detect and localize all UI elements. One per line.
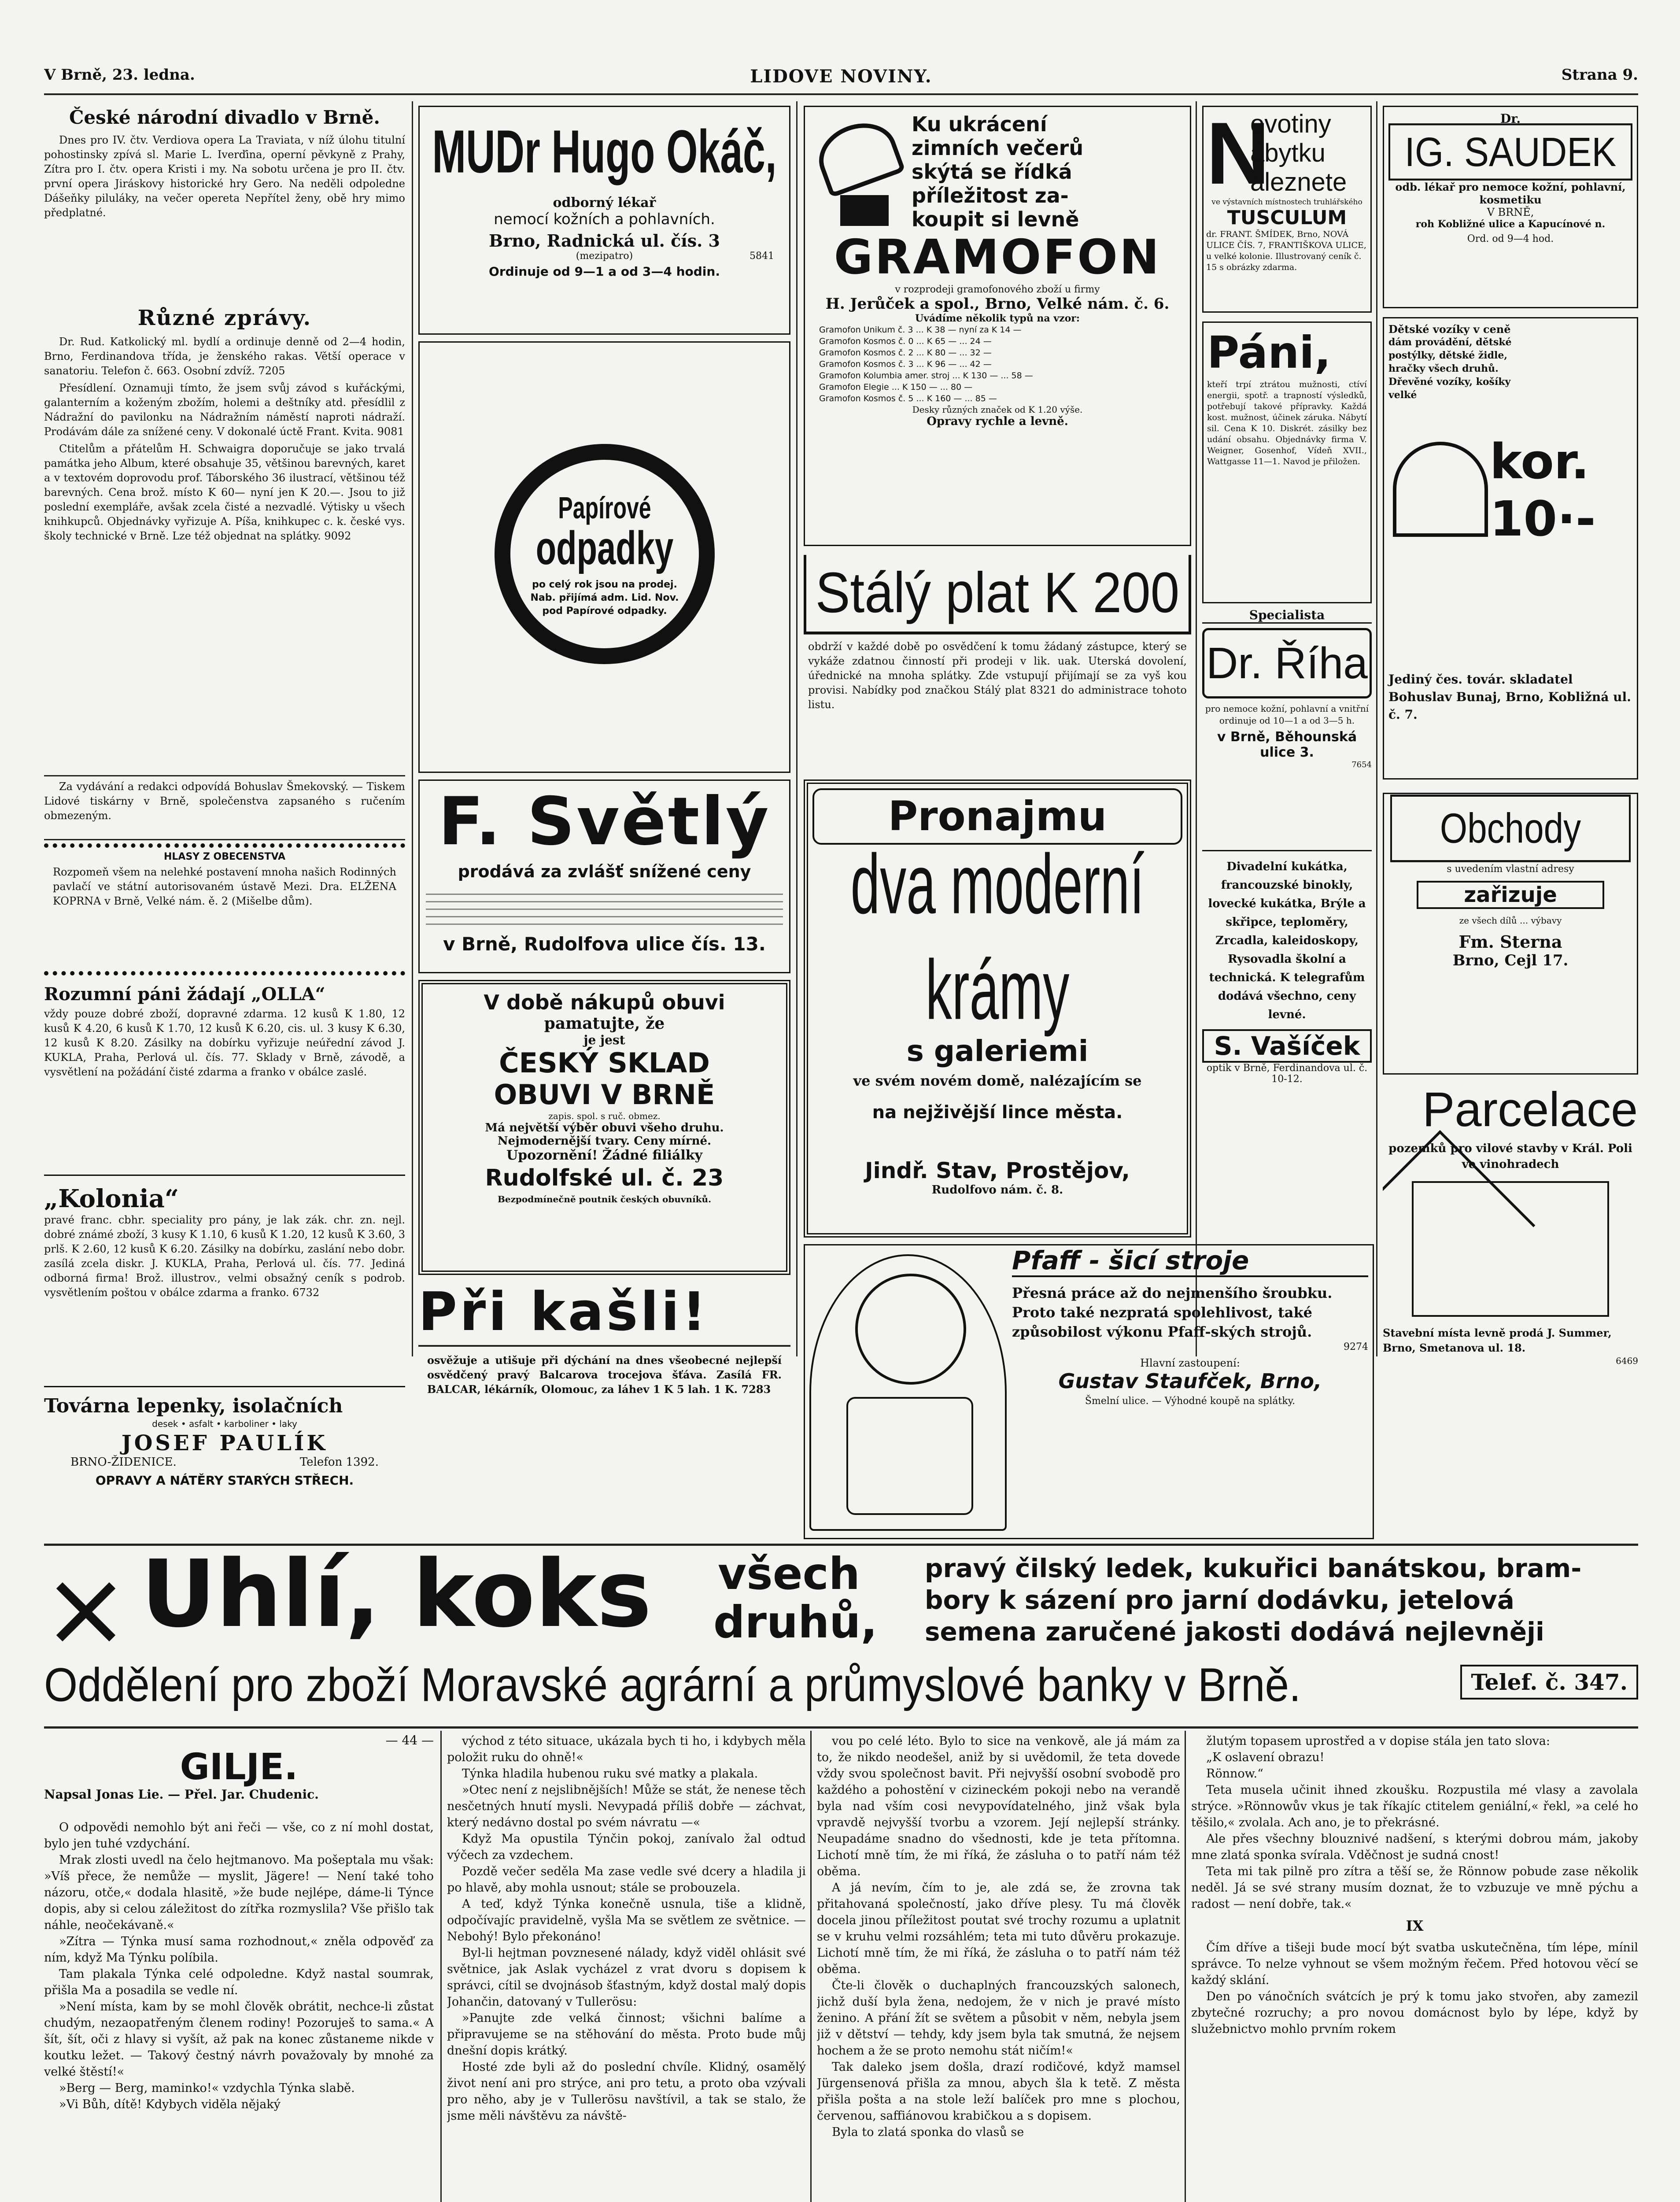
parcelace-text: pozemků pro vilové stavby v Král. Poli ve vinohradech [1388,1142,1632,1171]
paragraph: Tam plakala Týnka celé odpoledne. Když nastal soumrak, přišla Ma a posadila se vedle ní. [44,1967,434,1997]
uhli-oddeleni: Oddělení pro zboží Moravské agrární a průmyslové banky v Brně. [44,1658,1301,1711]
gramophone-icon [810,113,905,198]
lepenky-firm: JOSEF PAULÍK [121,1431,328,1456]
paragraph: »Není místa, kam by se mohl člověk obrátit, nechce-li zůstat chudým, nezaopatřeným členem rodiny! Pozoruješ to sama.« A šít, šít, oči z hlavy si vyšít, až pak na konec zůstaneme nikde v koutku ležet. — Takový čestný návrh považovaly by mnohé za velké štěstí!« [44,2000,434,2079]
lepenky-head: Továrna lepenky, isolačních [44,1395,343,1417]
gramofon-h5: koupit si levně [912,207,1079,231]
obchody-addr: Brno, Cejl 17. [1452,952,1569,969]
gramofon-intro: Uvádíme několik typů na vzor: [915,313,1080,324]
uhli-vsech: všech [718,1548,860,1600]
paragraph: Tak daleko jsem došla, drazí rodičové, když mamsel Jürgensenová přišla za mnou, abych šla k tetě. Z města přišla pošta a na stole leží balíček pro mne s plochou, červenou, saffiánovou krabičkou a s dopisem. [817,2060,1180,2123]
paragraph: »Otec není z nejslibnějších! Může se stát, že nenese těch nesčetných hnutí mysli. Nevypadá příliš dobře — záchvat, který nedávno dostal po svém návratu —« [447,1783,806,1829]
saudek-ad [1383,106,1638,308]
novel-col-1-text [44,1819,434,2113]
pfaff-head: Pfaff - šicí stroje [1012,1245,1368,1277]
novotiny-addr: dr. FRANT. ŠMÍDEK, Brno, NOVÁ ULICE ČÍS. 7, FRANTIŠKOVA ULICE, u velké kolonie. Illustrovaný ceník č. 15 s obrázky zdarma. [1206,229,1366,272]
stalyplat-text: obdrží v každé době po osvědčení k tomu žádaný zástupce, který se vykáže zdatnou činností při prodeji v lik. uak. Uterská dovolení, úřednické na mnoha splátky. Zde vstupují přijímají se za vyš kou provisi. Nabídky pod značkou Stálý plat 8321 do administrace tohoto listu. [808,640,1187,711]
house-icon [1412,1181,1609,1317]
paragraph: O odpovědi nemohlo být ani řeči — vše, co z ní mohl dostat, bylo jen tuhé vzdychání. [44,1821,434,1851]
obuv-addr: Rudolfské ul. č. 23 [485,1165,724,1191]
paragraph: »Zítra — Týnka musí sama rozhodnout,« zněla odpověď za ním, když Ma Týnku políbila. [44,1935,434,1965]
news-item-3: Ctitelům a přátelům H. Schwaigra doporučuje se jako trvalá památka jeho Album, které obsahuje 35, většinou barevných, karet a v textovém doprovodu prof. Táborského 36 ilustrací, většinou též barevných. Cena brož. místo K 60— nyní jen K 20.—. Jsou to již poslední exempláře, avšak zcela čisté a nezvadlé. Výtisky u všech knihkupců. Objednávky vyřizuje A. Píša, knihkupec c. k. české vys. školy technické v Brně. Lze též objednat na splátky. 9092 [44,443,405,542]
novotiny-initial: N [1206,106,1270,203]
stalyplat-ad [804,555,1191,775]
gramofon-h3: skýtá se řídká [912,160,1072,184]
uhli-banner [44,1548,1638,1724]
novel-author: Napsal Jonas Lie. — Přel. Jar. Chudenic. [44,1787,319,1802]
papir-line1: Papírové [558,490,651,525]
pronajmu-name: Jindř. Stav, Prostějov, [865,1158,1130,1183]
gramofon-ad [804,106,1191,546]
obchody-ad [1383,793,1638,1075]
novotiny-w1: ovotiny [1250,110,1331,138]
uhli-r2: bory k sázení pro jarní dodávku, jetelová [925,1585,1514,1615]
okac-num: 5841 [750,251,774,262]
paragraph: východ z této situace, ukázala bych ti ho, i kdybych měla položit ruku do ohně!« [447,1734,806,1764]
pani-head: Páni, [1207,327,1331,378]
paragraph: A já nevím, čím to je, ale zdá se, že zrovna tak přitahovaná společností, jako dříve plesy. Tu má člověk docela jinou příležitost poutat své trochy rozumu a uplatnit se v kruhu velmi rozsáhlém; teta mi tuto důvěru prokazuje. Lichotí mně tím, že mi říká, že zásluha o to patří nám též oběma. [817,1881,1180,1976]
novel-col-2 [447,1733,806,2202]
kocarky-text: dám provádění, dětské postýlky, dětské židle, hračky všech druhů. Dřevěné vozíky, košíky velké [1388,336,1512,401]
imprint: Za vydávání a redakci odpovídá Bohuslav Šmekovský. — Tiskem Lidové tiskárny v Brně, společenstva zapsaného s ručením obmezeným. [44,780,405,822]
parcelace-foot: Stavební místa levně prodá J. Summer, Brno, Smetanova ul. 18. [1383,1326,1612,1354]
uhli-druhu: druhů, [713,1596,878,1648]
divadelni-text: Divadelní kukátka, francouzské binokly, lovecké kukátka, Brýle a skřipce, teploměry, Zrcadla, kaleidoskopy, Rysovadla školní a technická. K telegrafům dodává všechno, ceny levné. [1208,860,1366,1021]
paragraph: žlutým topasem uprostřed a v dopise stála jen tato slova: [1206,1734,1550,1748]
divadelni-firm: S. Vašíček [1202,1029,1372,1063]
gramofon-note: Desky různých značek od K 1.20 výše. [912,404,1083,415]
news-title: Různé zprávy. [137,306,312,330]
paragraph: Hosté zde byli až do poslední chvíle. Klidný, osamělý život není ani pro strýce, ani pro tetu, a proto oba vzývali pro něho, aby je v Tullerösu navštívil, a tak se stalo, že jsme měli návštěvu za návště- [447,2060,806,2123]
obchody-head: Obchody [1390,794,1631,862]
theatre-title: České národní divadlo v Brně. [69,107,380,128]
olla-ad [44,982,405,1176]
paragraph: »Vi Bůh, dítě! Kdybych viděla nějaký [59,2098,281,2111]
stalyplat-head: Stálý plat K 200 [804,555,1191,635]
paragraph: »Berg — Berg, maminko!« vzdychla Týnka slabě. [59,2081,355,2095]
obchody-text: s uvedením vlastní adresy [1447,864,1574,875]
novel-col-1 [44,1733,434,2202]
uhli-tel: Telef. č. 347. [1460,1665,1638,1700]
obuv-name2: OBUVI V BRNĚ [494,1079,715,1111]
novotiny-w3: aleznete [1250,168,1347,196]
obuv-ad [418,980,790,1275]
hammers-icon [48,1574,123,1649]
novotiny-firm: TUSCULUM [1227,207,1347,229]
gramofon-name: GRAMOFON [834,230,1161,285]
divadelni-sub: optik v Brně, Ferdinandova ul. č. 10-12. [1206,1063,1368,1085]
gramofon-repair: Opravy rychle a levně. [927,415,1068,428]
svenly-name: F. Světlý [438,783,771,860]
pfaff-addr: Šmelní ulice. — Výhodné koupě na splátky. [1085,1396,1296,1407]
gramofon-h1: Ku ukrácení [912,112,1047,136]
pronajmu-big: dva moderní krámy [850,837,1145,1038]
paragraph: Mrak zlosti uvedl na čelo hejtmanovo. Ma pošeptala mu však: »Víš přece, že nemůže — myslit, Jägere! — Není také toho názoru, otče,« dodala hlasitě, »že bude nejlépe, dáme-li Týnce dopis, aby si celou záležitost do zítřka rozmyslila? Vše přišlo tak náhle, neočekávaně.« [44,1853,434,1932]
specialista-num: 7654 [1351,760,1372,769]
svenly-ad [418,780,790,973]
novotiny-ad [1202,106,1372,313]
paragraph: Byl-li hejtman povznesené nálady, když viděl ohlásit své světnice, jak Aslak vycházel z vrat dvoru s dopisem k správci, cítil se dvojnásob šťastným, když dostal malý dopis Johančin, datovaný v Tullerösu: [447,1946,806,2009]
okac-spec: odborný lékař [553,195,656,211]
saudek-hours: Ord. od 9—4 hod. [1467,233,1554,244]
kocarky-price: kor. 10·- [1490,433,1596,547]
uhli-title: Uhlí, koks [141,1548,652,1648]
paragraph: Čte-li člověk o duchaplných francouzských salonech, jichž duší byla žena, nedojem, že v nich je pravé místo ženino. A přání žít se světem a působit v něm, nebyla jsem již v dětství — tehdy, kdy jsem byla tak smutná, že nejsem hochem a že se proto nemohu stát ničím!« [817,1979,1180,2058]
novel-col-4 [1191,1733,1638,2202]
specialista-ad [1202,608,1372,846]
gramofon-list: Gramofon Unikum č. 3 ... K 38 — nyní za K 14 — Gramofon Kosmos č. 0 ... K 65 — ... 24 — Gramofon Kosmos č. 2 ... K 80 — ... 32 — Gramofon Kosmos č. 3 ... K 96 — ... 42 — Gramofon Kolumbia amer. stroj ... K 130 — ... 58 — Gramofon Elegie ... K 150 — ... 80 — Gramofon Kosmos č. 5 ... K 160 — ... 85 — [819,325,1033,403]
paragraph: Byla to zlatá sponka do vlasů se [832,2125,1024,2139]
paragraph: Den po vánočních svátcích je prý k tomu jako stvořen, aby zamezil zbytečné rozruchy; a pro novou domácnost bylo by lépe, když by služebnictvo mohlo prvním rokem [1191,1990,1638,2036]
hlasy-title: HLASY Z OBECENSTVA [164,851,285,862]
specialista-addr: v Brně, Běhounská ulice 3. [1217,729,1357,760]
paragraph: Pozdě večer seděla Ma zase vedle své dcery a hladila ji po hlavě, aby mohla usnout; stále se probouzela. [447,1865,806,1895]
papir-ad [418,341,790,773]
obuv-h3: je jest [583,1033,625,1047]
saudek-name: IG. SAUDEK [1388,123,1632,181]
paragraph: „K oslavení obrazu! [1206,1751,1325,1764]
paragraph: Ale přes všechny blouznivé nadšení, s kterými dobrou mám, jakoby mne zlatá sponka svírala. Vděčnost je sudná cnost! [1191,1832,1638,1862]
obchody-zarizuje: zařizuje [1417,881,1604,909]
gramofon-h2: zimních večerů [912,136,1084,160]
paragraph: vou po celé léto. Bylo to sice na venkově, ale já mám za to, že nikdo neodešel, aniž by si uvědomil, že teta dovede vždy svou společnost bavit. Při nejvyšší osobní svobodě pro každého a pohostění v cizineckém pokoji nebo na verandě byla nad vším cosi nevypovídatelného, jinž však byla vpravdě nejvyšší tvorbu a vzorem. Její nejlepší stránky. Neupadáme snadno do všednosti, kde je teta přítomna. Lichotí mně tím, že mi říká, že zásluha o to patří nám též oběma. [817,1734,1180,1878]
kasel-ad [418,1282,790,1537]
specialista-label: Specialista [1202,608,1372,624]
paragraph: »Panujte zde velká činnost; všichni balíme a připravujeme se na stěhování do města. Proto bude můj dnešní dopis krátký. [447,2011,806,2058]
papir-text: po celý rok jsou na prodej. Nab. přijímá adm. Lid. Nov. pod Papírové odpadky. [530,579,679,617]
gramofon-h4: příležitost za- [912,184,1069,207]
novotiny-w2: ábytku [1250,139,1326,167]
pani-ad [1202,321,1372,603]
novel-number: — 44 — [385,1733,434,1748]
news-item-1: Dr. Rud. Katkolický ml. bydlí a ordinuje denně od 2—4 hodin, Brno, Ferdinandova třída, je ženského rakas. Větší operace v sanatoriu. Telefon č. 663. Osobní zdvíž. 7205 [44,336,405,377]
parcelace-head: Parcelace [1422,1083,1638,1137]
paragraph: Teta mi tak pilně pro zítra a těší se, že Rönnow pobude zase několik neděl. Já se své strany musím doznat, že to vzbuzuje ve mně pýchu a radost — není dobře, tak.« [1191,1865,1638,1911]
obuv-l1: Má největší výběr obuvi všeho druhu. [485,1121,724,1134]
saudek-dr: Dr. [1500,111,1521,126]
hlasy-text: Rozpomeň všem na nelehké postavení mnoha našich Rodinných pavlačí ve státní autorisovaném ústavě Mezi. Dra. ELŽENA KOPRNA v Brně, Velké nám. ě. 2 (Mišelbe dům). [53,866,396,907]
news-section [44,304,405,771]
obuv-h1: V době nákupů obuvi [484,990,725,1014]
saudek-spec: odb. lékař pro nemoce kožní, pohlavní, kosmetiku [1395,181,1626,206]
pfaff-agent: Hlavní zastoupení: [1140,1357,1240,1369]
lepenky-foot: OPRAVY A NÁTĚRY STARÝCH STŘECH. [95,1473,354,1488]
kocarky-head: Dětské vozíky v ceně [1388,323,1511,336]
header-date: V Brně, 23. ledna. [44,66,195,84]
paragraph: Teta musela učinit ihned zkoušku. Rozpustila mé vlasy a zavolala strýce. »Rönnowův vkus je tak říkajíc ctitelem geniální,« řekl, »a celé ho těšilo,« zvolala. Ach ano, je to překrásné. [1191,1783,1638,1829]
saudek-addr: roh Kobližné ulice a Kapucínové n. [1415,218,1606,230]
kolonia-text: pravé franc. cbhr. speciality pro pány, je lak zák. chr. zn. nejl. dobré známé zboží, 3 kusy K 1.10, 6 kusů K 1.20, 12 kusů K 3.60, 3 prlš. K 2.60, 12 kusů K 6.20. Zásilky na dobírku, zaslání nebo dobr. zasílá zcela diskr. J. KUKLA, Praha, Perlová ul. čís. 77. Jediná odborná firma! Brož. illustrov., velmi obsažný ceník s podrob. vysvětlením poštou v obálce zdarma a franko. 6732 [44,1214,405,1299]
novel-title: GILJE. [180,1746,298,1788]
okac-addr: Brno, Radnická ul. čís. 3 [489,231,720,251]
lepenky-tel: Telefon 1392. [299,1456,379,1469]
divadelni-ad [1202,850,1372,1238]
news-item-2: Přesídlení. Oznamuji tímto, že jsem svůj závod s kuřáckými, galanterním a koženým zbožím, holemi a deštníky atd. přesídlil z Nádražní do pavilonku na Nádražním náměstí naproti nádraží. Prodávám dále za snížené ceny. V dokonalé úctě Frant. Kvita. 9081 [44,382,405,438]
okac-ad [418,106,790,335]
obuv-l3: Upozornění! Žádné filiálky [506,1148,703,1163]
okac-note: (mezipatro) [576,251,633,262]
svenly-text: prodává za zvlášť snížené ceny [458,862,751,881]
novotiny-sub: ve výstavních místnostech truhlářského [1211,198,1362,207]
svenly-addr: v Brně, Rudolfova ulice čís. 13. [443,933,766,955]
lepenky-place: BRNO-ŽIDENICE. [70,1456,177,1469]
uhli-r3: semena zaručené jakosti dodává nejlevněji [925,1617,1544,1647]
pronajmu-with: s galeriemi [906,1034,1089,1068]
paragraph: A teď, když Týnka konečně usnula, tiše a klidně, odpočívajíc pravidelně, vyšla Ma se světlem ze světnice. — Nebohý! Bylo překonáno! [447,1897,806,1943]
specialista-text: pro nemoce kožní, pohlavní a vnitřní ordinuje od 10—1 a od 3—5 h. [1205,703,1369,726]
olla-head: Rozumní páni žádají „OLLA“ [44,984,325,1005]
gramofon-dist: v rozprodeji gramofonového zboží u firmy [895,284,1100,295]
pronajmu-loc: ve svém novém domě, nalézajícím se [853,1072,1142,1089]
paragraph: Když Ma opustila Týnčin pokoj, zanívalo žal odtud výčech za vzdechem. [447,1832,806,1862]
lepenky-ad [44,1394,405,1539]
obchody-firm: Fm. Sterna [1458,932,1562,952]
pram-icon [1393,442,1488,537]
uhli-r1: pravý čilský ledek, kukuřici banátskou, bram- [925,1553,1582,1583]
kolonia-head: „Kolonia“ [44,1185,179,1213]
theatre-text: Dnes pro IV. čtv. Verdiova opera La Traviata, v níž úlohu titulní pohostinsky zpívá sl. Marie L. Iverďina, operní pěvkyně z Prahy, Zítra pro I. čtv. opera Kristi i my. Na sobotu určena je pro II. čtv. první opera Jiráskovy historické hry Gero. Na neděli odpoledne Dášeňky piluláky, na večer opereta Nepřítel ženy, obě hry mimo předplatné. [44,134,405,219]
kasel-head: Při kašli! [418,1282,709,1343]
okac-for: nemocí kožních a pohlavních. [494,211,715,228]
pani-text: kteří trpí ztrátou mužnosti, ctíví energii, spotř. a trapností výsledků, potřebují takové přípravky. Každá kost. mužnost, účinek záruka. Nábytí sil. Cena K 10. Diskrét. zásilky bez udání obsahu. Objednávky firma V. Weigner, Gosenhof, Vídeň XVII., Wattgasse 11—1. Navod je přiložen. [1207,380,1367,466]
obuv-l2: Nejmodernější tvary. Ceny mírné. [497,1134,712,1148]
theatre-section [44,106,405,299]
hlasy-ad [44,843,405,975]
pronajmu-street: na nejživější lince města. [872,1102,1123,1123]
masthead: LIDOVE NOVINY. [750,66,932,87]
pfaff-logo-icon [855,1274,966,1385]
obuv-foot: Bezpodmínečně poutnik českých obuvníků. [497,1194,712,1204]
pfaff-ad [804,1244,1374,1539]
obuv-sub: zapis. spol. s ruč. obmez. [548,1111,661,1121]
gramofon-firm: H. Jerůček a spol., Brno, Velké nám. č. 6. [825,295,1170,313]
paragraph: Týnka hladila hubenou ruku své matky a plakala. [462,1767,758,1781]
parcelace-ad [1383,1083,1638,1537]
page-number: Strana 9. [1561,66,1638,84]
obuv-h2: pamatujte, že [544,1014,665,1033]
paragraph: Rönnow.“ [1206,1767,1263,1781]
chapter-number: IX [1406,1918,1424,1934]
parcelace-num: 6469 [1616,1356,1638,1366]
kocarky-ad [1383,317,1638,780]
pronajmu-ad [804,780,1191,1238]
okac-name: MUDr Hugo Okáč, [432,118,777,186]
novel-col-3 [817,1733,1180,2202]
obchody-sub: ze všech dílů ... výbavy [1459,915,1562,926]
saudek-city: V BRNĚ, [1487,206,1534,218]
pfaff-num: 9274 [1344,1341,1368,1352]
specialista-name: Dr. Říha [1202,628,1372,698]
lepenky-sub: desek • asfalt • karboliner • laky [152,1419,297,1429]
pronajmu-head: Pronajmu [812,788,1182,845]
kolonia-ad [44,1185,405,1387]
papir-line2: odpadky [535,522,674,575]
olla-text: vždy pouze dobré zboží, dopravné zdarma. 12 kusů K 1.80, 12 kusů K 4.20, 6 kusů K 1.70, 12 kusů K 6.20, cis. ul. 3 kusy K 6.30, 12 kusů K 8.20. Zásilky na dobírku vyřizuje neúřední závod J. KUKLA, Praha, Perlová ul. čís. 77. Sklady v Brně, závodě, a vysvětlení na požádání čisté zdarma a franko v obálce zaslé. [44,1008,405,1078]
pfaff-name: Gustav Staufček, Brno, [1058,1369,1322,1393]
okac-hours: Ordinuje od 9—1 a od 3—4 hodin. [489,264,720,279]
kasel-text: osvěžuje a utišuje při dýchání na dnes všeobecné nejlepší osvědčený pravý Balcarova trocejova šťáva. Zasílá FR. BALCAR, lékárník, Olomouc, za láhev 1 K 5 lah. 1 K. 7283 [427,1354,782,1396]
obuv-name1: ČESKÝ SKLAD [499,1047,710,1079]
kocarky-firm: Jediný čes. továr. skladatel Bohuslav Bunaj, Brno, Kobližná ul. č. 7. [1388,672,1631,722]
pronajmu-addr: Rudolfovo nám. č. 8. [931,1183,1063,1197]
pfaff-text: Přesná práce až do nejmenšího šroubku. Proto také nezpratá spolehlivost, také způsobilost výkonu Pfaff-ských strojů. [1012,1285,1333,1340]
paragraph: Čím dříve a tišeji bude mocí být svatba uskutečněna, tím lépe, mínil správce. To nelze vyhnout se všem možným řečem. Před hotovou věcí se každý sklání. [1191,1941,1638,1987]
